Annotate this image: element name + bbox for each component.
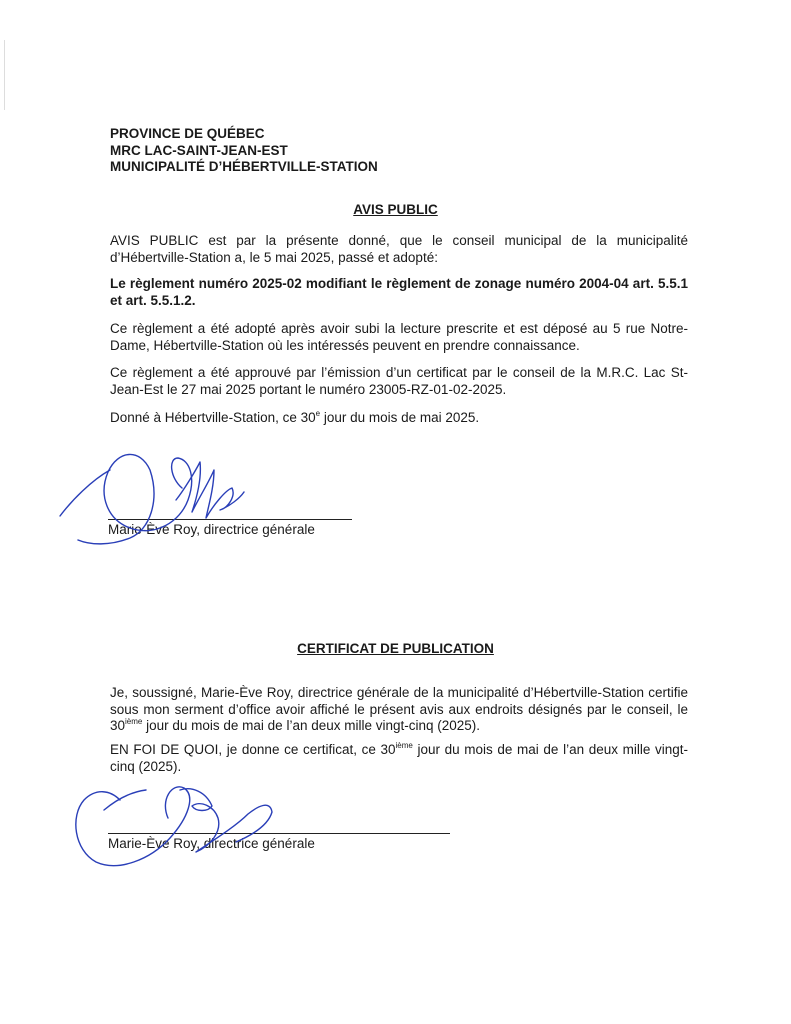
certificat-p2-superscript: ième <box>395 740 413 750</box>
avis-paragraph-1: AVIS PUBLIC est par la présente donné, que le conseil municipal de la municipalité d’Hébertville-Station a, le 5 mai 2025, passé et adopté: <box>110 233 688 265</box>
certificat-paragraph-2 <box>110 742 688 775</box>
avis-paragraph-4: Ce règlement a été approuvé par l’émission d’un certificat par le conseil de la M.R.C. Lac St-Jean-Est le 27 mai 2025 portant le numéro 23005-RZ-01-02-2025. <box>110 365 688 397</box>
signature-line-2 <box>108 833 450 834</box>
certificat-p1-text: Je, soussigné, Marie-Ève Roy, directrice générale de la municipalité d’Hébertville-Station certifie sous mon serment d’office avoir affiché le présent avis aux endroits désignés par le conseil, le 30 <box>110 685 688 733</box>
avis-public-title-text: AVIS PUBLIC <box>353 202 438 217</box>
signature-label-1: Marie-Ève Roy, directrice générale <box>108 522 315 537</box>
avis-paragraph-3: Ce règlement a été adopté après avoir subi la lecture prescrite et est déposé au 5 rue Notre-Dame, Hébertville-Station où les intéressés peuvent en prendre connaissance. <box>110 321 688 353</box>
signature-2-stroke <box>76 787 190 866</box>
signature-2-stroke <box>104 790 146 810</box>
signature-1-stroke <box>176 462 244 518</box>
certificat-p1-superscript: ième <box>125 716 143 726</box>
scan-edge-mark <box>4 40 5 110</box>
avis-p5-text-end: jour du mois de mai 2025. <box>320 410 480 425</box>
document-header <box>110 126 378 176</box>
header-mrc: MRC LAC-SAINT-JEAN-EST <box>110 142 288 158</box>
signature-line-1 <box>108 519 352 520</box>
certificat-title-text: CERTIFICAT DE PUBLICATION <box>297 641 494 656</box>
certificat-p2-text: EN FOI DE QUOI, je donne ce certificat, ce 30 <box>110 742 396 757</box>
avis-p5-text: Donné à Hébertville-Station, ce 30 <box>110 410 316 425</box>
avis-paragraph-reglement: Le règlement numéro 2025-02 modifiant le règlement de zonage numéro 2004-04 art. 5.5.1 et art. 5.5.1.2. <box>110 276 688 308</box>
avis-paragraph-5 <box>110 410 688 427</box>
signature-1-stroke <box>60 470 110 516</box>
header-province: PROVINCE DE QUÉBEC <box>110 126 265 141</box>
header-municipalite: MUNICIPALITÉ D’HÉBERTVILLE-STATION <box>110 159 378 174</box>
certificat-p2-text-end: jour du mois de mai de l’an deux mille vingt-cinq (2025). <box>110 742 689 774</box>
certificat-paragraph-1 <box>110 685 688 735</box>
signature-label-2: Marie-Ève Roy, directrice générale <box>108 836 315 851</box>
certificat-p1-text-end: jour du mois de mai de l’an deux mille vingt-cinq (2025). <box>142 718 481 733</box>
avis-p5-superscript: e <box>315 408 321 418</box>
certificat-title <box>0 641 791 656</box>
avis-public-title <box>0 202 791 217</box>
